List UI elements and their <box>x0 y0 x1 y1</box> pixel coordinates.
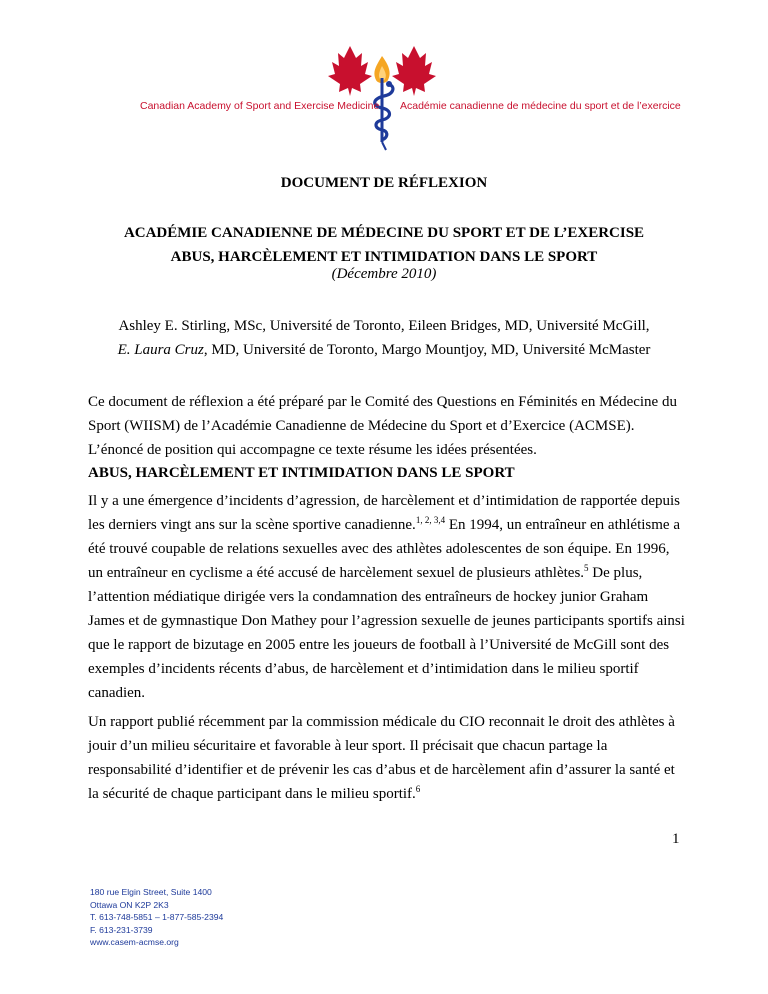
footer-fax: F. 613-231-3739 <box>90 924 153 935</box>
reference-superscript: 6 <box>415 784 421 794</box>
authors-line-1: Ashley E. Stirling, MSc, Université de Toronto, Eileen Bridges, MD, Université McGill, <box>118 318 650 334</box>
footer-contact <box>90 886 223 949</box>
reference-superscript: 5 <box>584 563 589 573</box>
author-name-italic: E. Laura Cruz <box>117 342 204 358</box>
body-p1-part-b: En 1994, un entraîneur en athlétisme a été trouvé coupable de relations sexuelles avec des athlètes adolescentes de son équipe. En 1996, un entraîneur en cyclisme a été accusé de harcèlement sexuel de plusieurs athlètes. <box>88 517 680 581</box>
body-paragraph-1 <box>88 489 688 705</box>
section-heading: ABUS, HARCÈLEMENT ET INTIMIDATION DANS LE SPORT <box>88 465 515 481</box>
authors-line-2 <box>0 338 768 362</box>
maple-leaf-caduceus-logo <box>312 42 452 152</box>
intro-paragraph: Ce document de réflexion a été préparé par le Comité des Questions en Féminités en Médecine du Sport (WIISM) de l’Académie Canadienne de Médecine du Sport et d’Exercice (ACMSE). L’énoncé de position qui accompagne ce texte résume les idées présentées. <box>88 394 677 458</box>
title-line-2: ABUS, HARCÈLEMENT ET INTIMIDATION DANS LE SPORT <box>170 249 598 265</box>
body-p1-part-a: Il y a une émergence d’incidents d’agression, de harcèlement et d’intimidation de rapportée depuis les derniers vingt ans sur la scène sportive canadienne. <box>88 493 681 533</box>
org-name-english: Canadian Academy of Sport and Exercise Medicine <box>140 100 380 112</box>
authors-line-2-rest: , MD, Université de Toronto, Margo Mountjoy, MD, Université McMaster <box>203 342 651 358</box>
document-title <box>0 221 768 269</box>
footer-address-line-1: 180 rue Elgin Street, Suite 1400 <box>90 887 212 897</box>
document-type-heading: DOCUMENT DE RÉFLEXION <box>280 175 488 191</box>
body-p2-text: Un rapport publié récemment par la commission médicale du CIO reconnait le droit des athlètes à jouir d’un milieu sécuritaire et favorable à leur sport. Il précisait que chacun partage la responsabilité d’identifier et de prévenir les cas d’abus et de harcèlement afin d’assurer la santé et la sécurité de chaque participant dans le milieu sportif. <box>88 714 675 802</box>
body-paragraph-2 <box>88 710 688 806</box>
rod-icon <box>381 78 384 142</box>
reference-superscript: 1, 2, 3,4 <box>415 515 446 525</box>
org-name-french: Académie canadienne de médecine du sport et de l’exercice <box>400 100 681 112</box>
right-maple-leaf-icon <box>392 46 436 96</box>
body-p1-part-c: De plus, l’attention médiatique dirigée vers la condamnation des entraîneurs de hockey junior Graham James et de gymnastique Don Mathey pour l’agression sexuelle de jeunes participants sportifs ainsi que le rapport de bizutage en 2005 entre les joueurs de football à l’Université de McGill sont des exemples d’incidents récents d’abus, de harcèlement et d’intimidation dans le milieu sportif canadien. <box>88 565 685 701</box>
page-number: 1 <box>672 831 680 847</box>
document-date: (Décembre 2010) <box>331 266 437 282</box>
left-maple-leaf-icon <box>328 46 372 96</box>
footer-website-link[interactable]: www.casem-acmse.org <box>90 937 179 947</box>
footer-address-line-2: Ottawa ON K2P 2K3 <box>90 899 169 910</box>
footer-phone: T. 613-748-5851 – 1-877-585-2394 <box>90 912 224 922</box>
authors-block <box>0 314 768 362</box>
title-line-1: ACADÉMIE CANADIENNE DE MÉDECINE DU SPORT ET DE L’EXERCISE <box>123 225 645 241</box>
